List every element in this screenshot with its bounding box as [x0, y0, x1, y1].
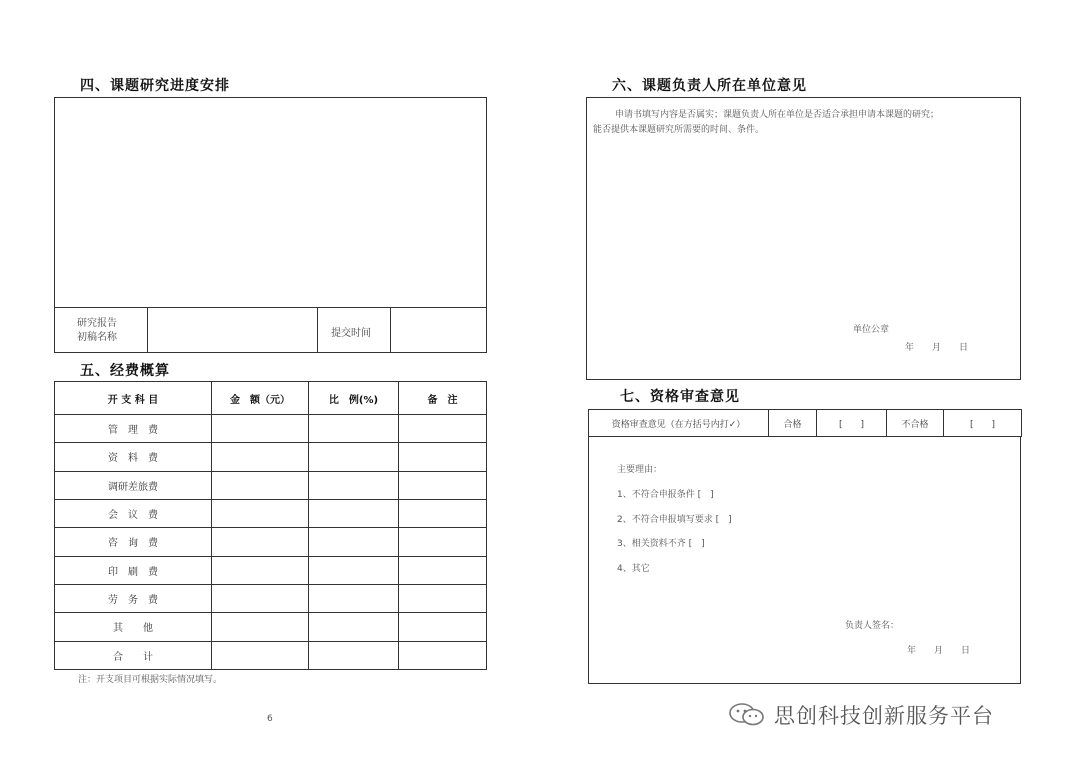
progress-divider — [55, 307, 486, 308]
remark-cell[interactable] — [399, 443, 487, 471]
remark-cell[interactable] — [399, 613, 487, 641]
ratio-cell[interactable] — [309, 556, 399, 584]
budget-item: 印 刷 费 — [55, 556, 212, 584]
pass-label: 合格 — [769, 410, 817, 437]
remark-cell[interactable] — [399, 641, 487, 669]
report-form-label-line1: 研究报告 — [77, 318, 117, 329]
remark-cell[interactable] — [399, 471, 487, 499]
budget-item: 合 计 — [55, 641, 212, 669]
unit-date-label: 年 月 日 — [905, 343, 969, 353]
unit-seal-label: 单位公章 — [853, 325, 890, 335]
report-name-divider — [317, 307, 318, 352]
table-row — [55, 613, 487, 641]
remark-cell[interactable] — [399, 584, 487, 612]
budget-header-amount: 金 额（元） — [212, 382, 309, 415]
ratio-cell[interactable] — [309, 584, 399, 612]
report-name-field[interactable] — [151, 311, 313, 347]
table-row — [55, 556, 487, 584]
amount-cell[interactable] — [212, 641, 309, 669]
budget-header-ratio: 比 例(%) — [309, 382, 399, 415]
budget-note: 注：开支项目可根据实际情况填写。 — [78, 675, 223, 685]
remark-cell[interactable] — [399, 528, 487, 556]
budget-header-item: 开 支 科 目 — [55, 382, 212, 415]
amount-cell[interactable] — [212, 499, 309, 527]
amount-cell[interactable] — [212, 528, 309, 556]
unit-opinion-line1: 申请书填写内容是否属实；课题负责人所在单位是否适合承担申请本课题的研究； — [615, 110, 940, 120]
budget-table — [54, 381, 487, 670]
submit-time-divider — [390, 307, 391, 352]
submit-time-label: 提交时间 — [331, 328, 371, 339]
remark-cell[interactable] — [399, 499, 487, 527]
amount-cell[interactable] — [212, 556, 309, 584]
ratio-cell[interactable] — [309, 415, 399, 443]
table-row — [55, 641, 487, 669]
ratio-cell[interactable] — [309, 613, 399, 641]
budget-header-remark: 备 注 — [399, 382, 487, 415]
ratio-cell[interactable] — [309, 528, 399, 556]
reason-item: 2、不符合申报填写要求 [ ] — [617, 515, 732, 525]
amount-cell[interactable] — [212, 584, 309, 612]
budget-item: 会 议 费 — [55, 499, 212, 527]
fail-checkbox[interactable]: [ ] — [944, 410, 1022, 437]
amount-cell[interactable] — [212, 613, 309, 641]
budget-item: 资 料 费 — [55, 443, 212, 471]
review-date-label: 年 月 日 — [907, 646, 971, 656]
ratio-cell[interactable] — [309, 443, 399, 471]
unit-opinion-line2: 能否提供本课题研究所需要的时间、条件。 — [593, 125, 765, 135]
table-row — [55, 415, 487, 443]
fail-label: 不合格 — [887, 410, 944, 437]
amount-cell[interactable] — [212, 443, 309, 471]
report-form-label — [77, 317, 117, 345]
qualification-table — [588, 409, 1022, 437]
remark-cell[interactable] — [399, 415, 487, 443]
watermark-text: 思创科技创新服务平台 — [774, 704, 994, 728]
reason-item: 1、不符合申报条件 [ ] — [617, 490, 714, 500]
progress-plan-box — [54, 97, 487, 353]
table-row — [55, 499, 487, 527]
report-form-label-line2: 初稿名称 — [77, 332, 117, 343]
table-row — [55, 471, 487, 499]
ratio-cell[interactable] — [309, 499, 399, 527]
reason-item: 4、其它 — [617, 564, 650, 574]
budget-item: 劳 务 费 — [55, 584, 212, 612]
review-label: 资格审查意见（在方括号内打✓） — [589, 410, 769, 437]
unit-opinion-box — [586, 97, 1021, 380]
reasons-title: 主要理由： — [617, 465, 663, 475]
report-label-divider — [147, 307, 148, 352]
section6-title: 六、课题负责人所在单位意见 — [612, 78, 807, 94]
budget-item: 调研差旅费 — [55, 471, 212, 499]
budget-item: 管 理 费 — [55, 415, 212, 443]
budget-item: 其 他 — [55, 613, 212, 641]
table-row — [55, 528, 487, 556]
page-number: 6 — [267, 714, 273, 724]
signer-label: 负责人签名： — [845, 621, 900, 631]
pass-checkbox[interactable]: [ ] — [817, 410, 887, 437]
budget-header-row — [55, 382, 487, 415]
budget-item: 咨 询 费 — [55, 528, 212, 556]
ratio-cell[interactable] — [309, 471, 399, 499]
remark-cell[interactable] — [399, 556, 487, 584]
amount-cell[interactable] — [212, 471, 309, 499]
wechat-icon — [727, 702, 767, 726]
submit-time-field[interactable] — [394, 311, 484, 347]
table-row — [55, 443, 487, 471]
section5-title: 五、经费概算 — [80, 363, 170, 379]
section7-title: 七、资格审查意见 — [620, 389, 740, 405]
amount-cell[interactable] — [212, 415, 309, 443]
table-row — [55, 584, 487, 612]
ratio-cell[interactable] — [309, 641, 399, 669]
qualification-body — [588, 436, 1021, 684]
section4-title: 四、课题研究进度安排 — [80, 78, 230, 94]
reason-item: 3、相关资料不齐 [ ] — [617, 539, 705, 549]
